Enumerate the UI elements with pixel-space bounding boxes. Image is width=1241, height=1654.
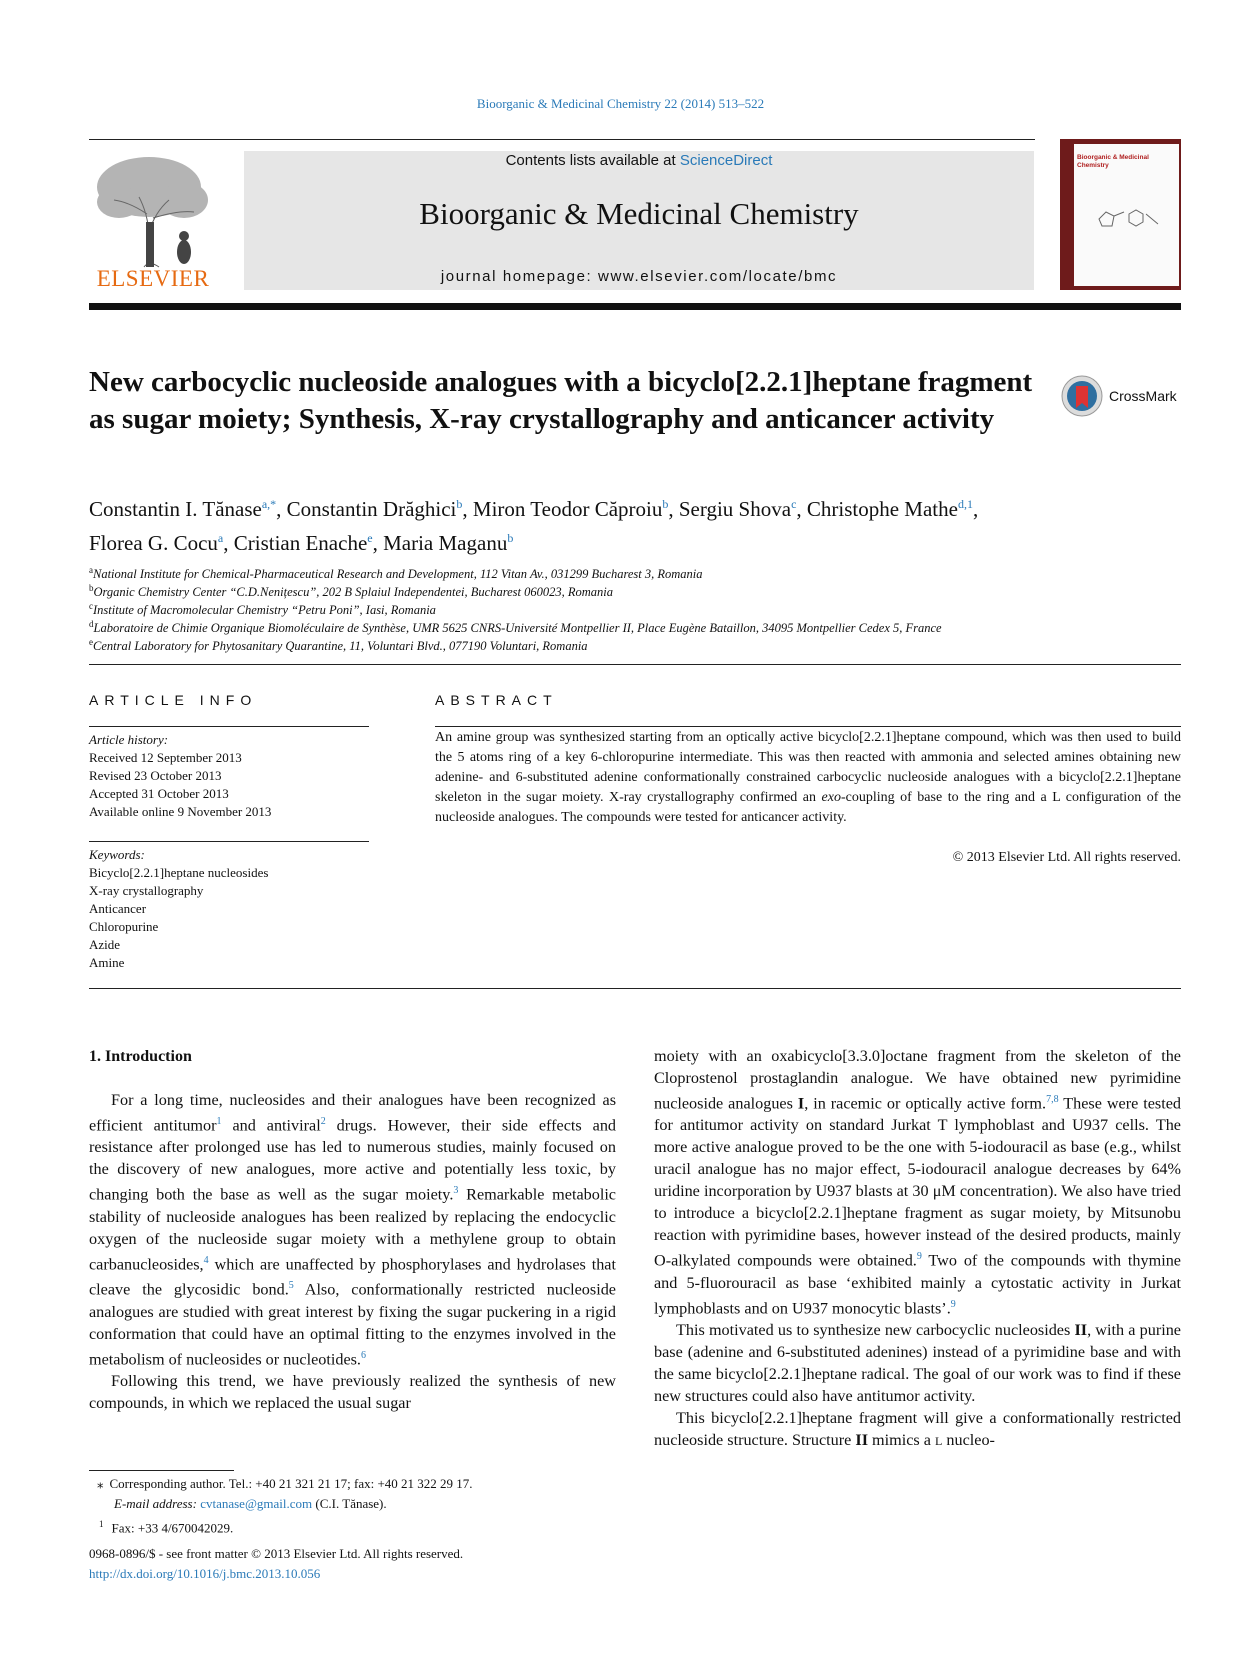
author: Maria Maganu$^b$	[383, 531, 514, 555]
front-matter-rule	[89, 988, 1181, 989]
contents-line	[244, 152, 1034, 169]
keywords	[89, 846, 379, 972]
author-list	[89, 490, 1189, 558]
journal-homepage[interactable]: journal homepage: www.elsevier.com/locate/bmc	[440, 268, 838, 285]
contents-prefix: Contents lists available at	[505, 152, 680, 169]
author: Constantin I. Tănase$^{a,*}$,	[89, 497, 287, 521]
issn-line: 0968-0896/$ - see front matter © 2013 Elsevier Ltd. All rights reserved.	[89, 1546, 464, 1561]
affiliation: $^c$Institute of Macromolecular Chemistry “Petru Poni”, Iasi, Romania	[89, 601, 436, 618]
keyword: Amine	[89, 955, 125, 970]
article-history	[89, 731, 379, 821]
email-link[interactable]: cvtanase@gmail.com	[200, 1496, 313, 1511]
cover-title: Bioorganic & Medicinal Chemistry	[1077, 154, 1149, 169]
footnote-rule	[89, 1470, 234, 1471]
header-thick-rule	[89, 303, 1181, 310]
author: Cristian Enache$^e$,	[233, 531, 384, 555]
journal-citation[interactable]: Bioorganic & Medicinal Chemistry 22 (2014) 513–522	[476, 96, 765, 111]
history-accepted: Accepted 31 October 2013	[89, 786, 229, 801]
history-online: Available online 9 November 2013	[89, 804, 272, 819]
paragraph: For a long time, nucleosides and their analogues have been recognized as efficient antitumor$^1$ and antiviral$^2$ drugs. However, their side effects and resistance after prolonged use has led to numerous studies, mainly focused on the discovery of new analogues, more active and potentially less toxic, by changing both the base as well as the sugar moiety.$^3$ Remarkable metabolic stability of nucleoside analogues has been realized by replacing the endocyclic oxygen of the nucleoside sugar moiety with a methylene group to obtain carbanucleosides,$^4$ which are unaffected by phosphorylases and hydrolases that cleave the glycosidic bond.$^5$ Also, conformationally restricted nucleoside analogues are studied with great interest by fixing the sugar puckering in a rigid conformation that could have an optimal fitting to the enzymes involved in the metabolism of nucleosides or nucleotides.$^6$	[89, 1091, 617, 1368]
paragraph: Following this trend, we have previously realized the synthesis of new compounds, in which we replaced the usual sugar	[89, 1371, 616, 1412]
right-column	[654, 1045, 1181, 1452]
paragraph: moiety with an oxabicyclo[3.3.0]octane fragment from the skeleton of the Cloprostenol prostaglandin analogue. We have obtained new pyrimidine nucleoside analogues I, in racemic or optically active form.$^{7,8}$ These were tested for antitumor activity on standard Jurkat T lymphoblast and U937 cells. The more active analogue proved to be the one with 5-iodouracil as base (e.g., whilst uracil analogue has no major effect, 5-iodouracil analogue decreases by 64% uridine incorporation by U937 blasts at 30 μM concentration). We also have tried to introduce a bicyclo[2.2.1]heptane fragment as sugar moiety, by Mitsunobu reaction with pyrimidine bases, however instead of the desired products, mainly O-alkylated compounds were obtained.$^9$ Two of the compounds with thymine and 5-fluorouracil as base ‘exhibited mainly a cytostatic activity in Jurkat lymphoblasts and on U937 monocytic blasts’.$^9$	[654, 1047, 1181, 1318]
affiliation-rule	[89, 664, 1181, 665]
abstract-copyright: © 2013 Elsevier Ltd. All rights reserved.	[952, 850, 1181, 865]
author: Christophe Mathe$^{d,1}$,	[806, 497, 979, 521]
crossmark-badge[interactable]	[1060, 374, 1210, 418]
elsevier-wordmark: ELSEVIER	[96, 266, 210, 291]
corresponding-author-note: ⁎ Corresponding author. Tel.: +40 21 321 21 17; fax: +40 21 322 29 17.	[97, 1476, 473, 1491]
history-revised: Revised 23 October 2013	[89, 768, 222, 783]
keyword: Bicyclo[2.2.1]heptane nucleosides	[89, 865, 269, 880]
journal-title: Bioorganic & Medicinal Chemistry	[419, 196, 859, 231]
abstract-rule	[435, 726, 1181, 727]
crossmark-icon	[1060, 374, 1104, 418]
history-label: Article history:	[89, 732, 169, 747]
keyword: Chloropurine	[89, 919, 159, 934]
author: Miron Teodor Căproiu$^b$,	[472, 497, 679, 521]
article-info-heading: ARTICLE INFO	[89, 692, 258, 708]
header-rule	[89, 139, 1035, 140]
article-title: New carbocyclic nucleoside analogues with a bicyclo[2.2.1]heptane fragment as sugar moiety; Synthesis, X-ray crystallography and anticancer activity	[89, 366, 1033, 435]
affiliation: $^e$Central Laboratory for Phytosanitary Quarantine, 11, Voluntari Blvd., 077190 Voluntari, Romania	[89, 637, 588, 654]
keyword: X-ray crystallography	[89, 883, 204, 898]
article-info-rule	[89, 726, 369, 727]
footnotes	[89, 1474, 629, 1538]
paragraph: This bicyclo[2.2.1]heptane fragment will give a conformationally restricted nucleoside structure. Structure II mimics a L nucleo-	[654, 1409, 1181, 1450]
author: Florea G. Cocu$^a$,	[89, 531, 234, 555]
affiliation: $^a$National Institute for Chemical-Pharmaceutical Research and Development, 112 Vitan Av., 031299 Bucharest 3, Romania	[89, 565, 703, 582]
sciencedirect-link[interactable]: ScienceDirect	[679, 152, 773, 169]
affiliation: $^d$Laboratoire de Chimie Organique Biomoléculaire de Synthèse, UMR 5625 CNRS-Université Montpellier II, Place Eugène Bataillon, 34095 Montpellier Cedex 5, France	[89, 619, 942, 636]
abstract-heading: ABSTRACT	[435, 692, 558, 708]
section-heading: 1. Introduction	[89, 1048, 192, 1065]
keyword: Anticancer	[89, 901, 147, 916]
crossmark-label: CrossMark	[1109, 388, 1177, 404]
left-column	[89, 1089, 616, 1414]
keyword: Azide	[89, 937, 121, 952]
keywords-rule	[89, 841, 369, 842]
doi-link[interactable]: http://dx.doi.org/10.1016/j.bmc.2013.10.056	[89, 1566, 321, 1581]
journal-cover-thumbnail	[1060, 139, 1181, 290]
history-received: Received 12 September 2013	[89, 750, 242, 765]
affiliation: $^b$Organic Chemistry Center “C.D.Nenițescu”, 202 B Splaiul Independentei, Bucharest 060023, Romania	[89, 583, 614, 600]
author: Constantin Drăghici$^b$,	[286, 497, 473, 521]
author: Sergiu Shova$^c$,	[678, 497, 807, 521]
paragraph: This motivated us to synthesize new carbocyclic nucleosides II, with a purine base (adenine and 6-substituted adenines) instead of a pyrimidine base and with the same bicyclo[2.2.1]heptane radical. The goal of our work was to find if these new structures could also have antitumor activity.	[654, 1321, 1181, 1406]
keywords-label: Keywords:	[89, 847, 145, 862]
cover-structure-icon	[1094, 204, 1164, 234]
fax-note: $^1$ Fax: +33 4/670042029.	[99, 1519, 234, 1536]
abstract-text: An amine group was synthesized starting from an optically active bicyclo[2.2.1]heptane compound, which was then used to build the 5 atoms ring of a key 6-chloropurine intermediate. This was then reacted with ammonia and selected amines obtaining new adenine- and 6-substituted adenine conformationally constrained carbocyclic nucleoside analogues with a bicyclo[2.2.1]heptane skeleton in the sugar moiety. X-ray crystallography confirmed an exo-coupling of base to the ring and a L configuration of the nucleoside analogues. The compounds were tested for anticancer activity.	[435, 730, 1181, 825]
email-note: E-mail address: cvtanase@gmail.com (C.I. Tănase).	[114, 1496, 387, 1511]
